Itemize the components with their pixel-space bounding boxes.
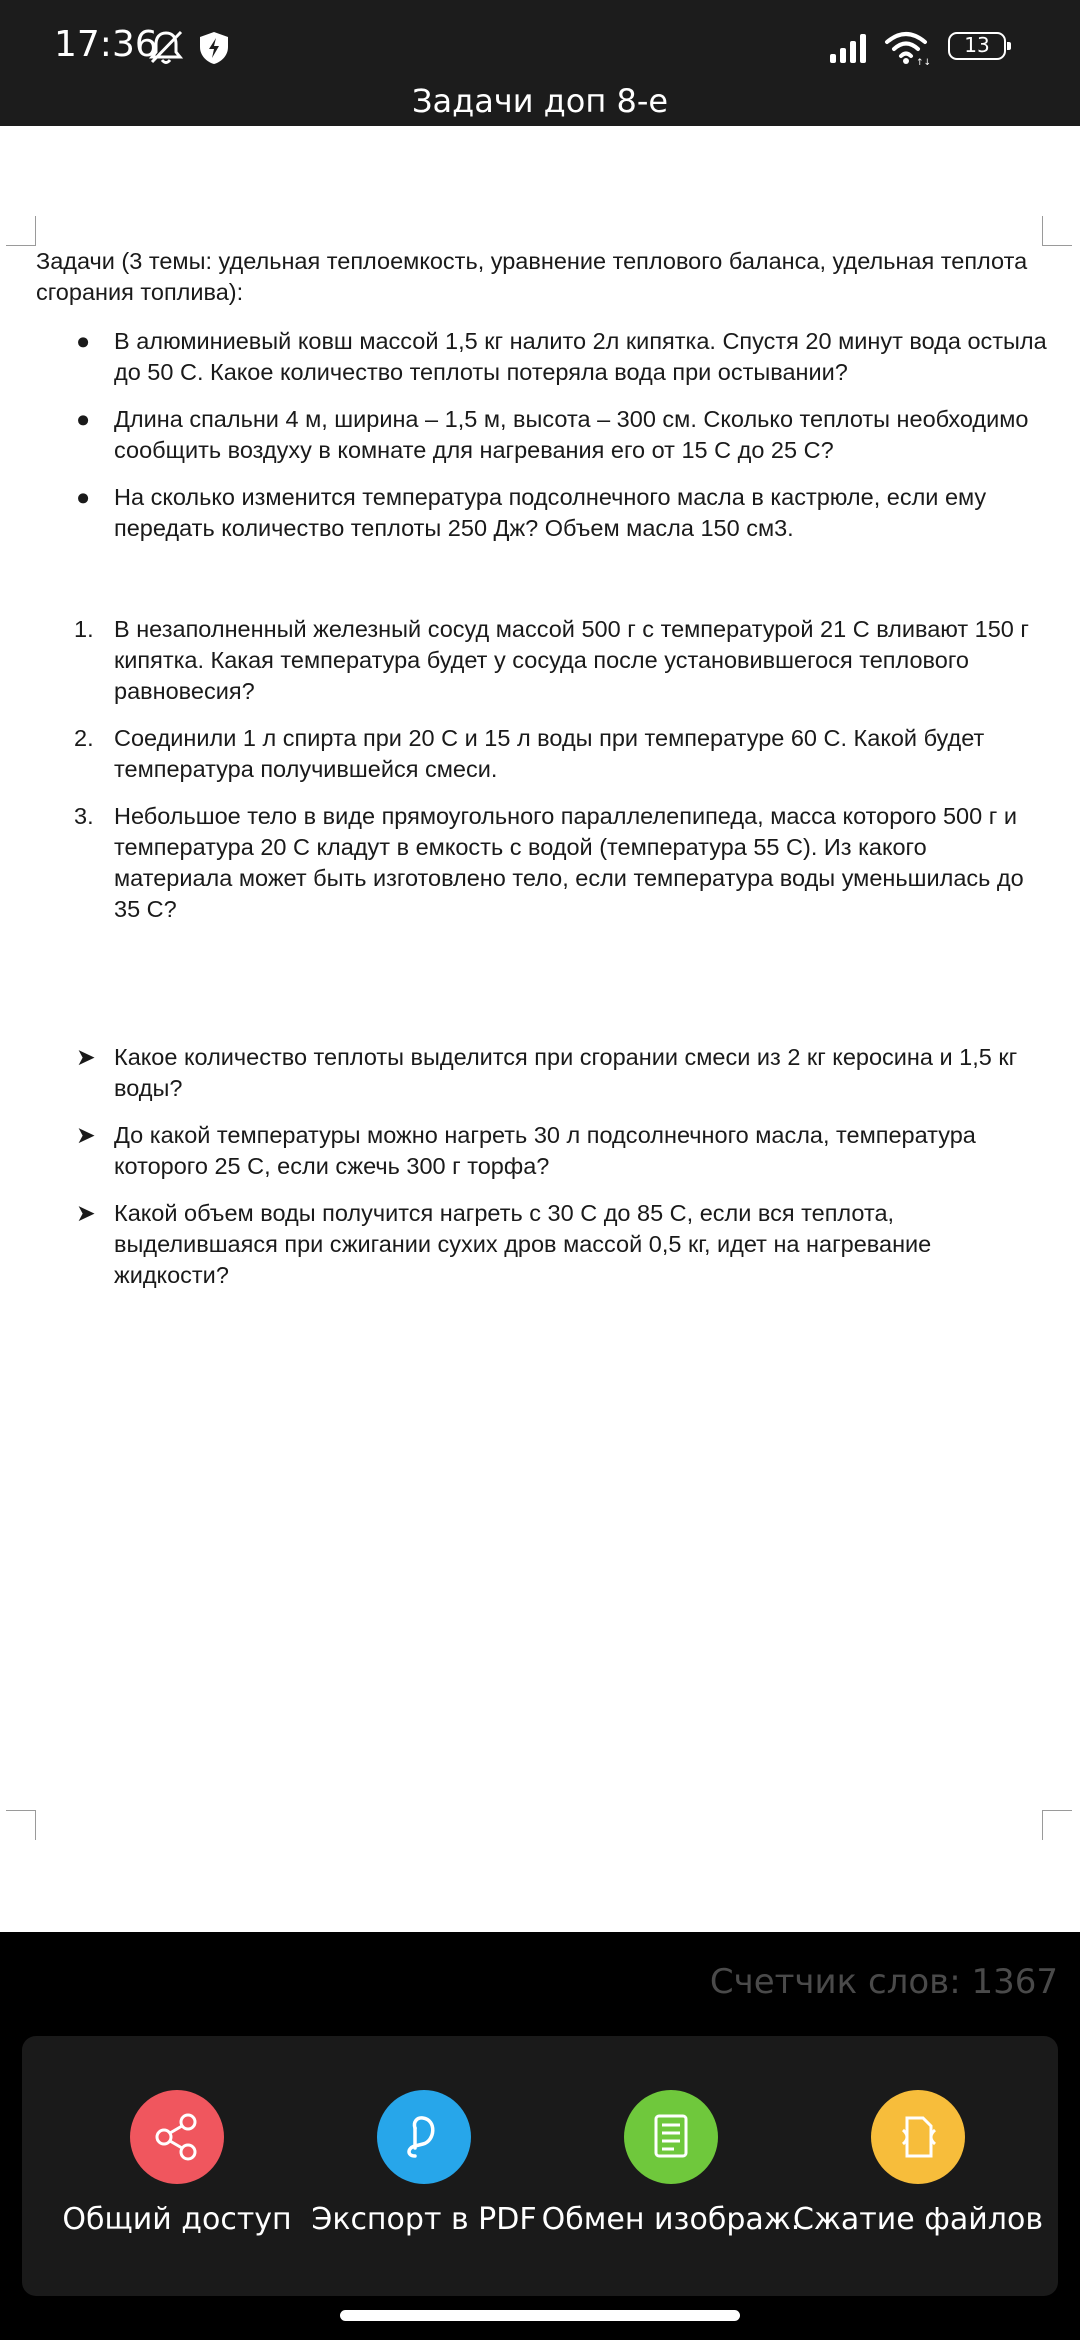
share-button[interactable] [52,2036,302,2296]
document-page[interactable] [0,126,1080,1932]
list-item-text: Соединили 1 л спирта при 20 С и 15 л воды при температуре 60 С. Какой будет температура получившейся смеси. [114,725,985,782]
share-icon-circle[interactable] [130,2090,224,2184]
numbered-list [0,614,1080,941]
pdf-export-icon [377,2090,471,2184]
list-item-text: Какое количество теплоты выделится при сгорании смеси из 2 кг керосина и 1,5 кг воды? [114,1044,1018,1101]
arrow-bullet-icon: ➤ [76,1122,96,1148]
list-item-text: В алюминиевый ковш массой 1,5 кг налито 2л кипятка. Спустя 20 минут вода остыла до 50 С. Какое количество теплоты потеряла вода при остывании? [114,328,1047,385]
list-item [0,404,1080,466]
page-corner-mark [6,1810,36,1840]
bullet-marker: ● [76,484,91,510]
image-exchange-icon-circle[interactable] [624,2090,718,2184]
bullet-list [0,326,1080,560]
battery-icon: 13 [948,32,1006,60]
share-icon [130,2090,224,2184]
wifi-icon [884,30,932,68]
list-item [0,614,1080,707]
svg-text:↑↓: ↑↓ [916,58,932,68]
image-exchange-label: Обмен изображ. [541,2202,801,2237]
status-bar [0,0,1080,86]
page-corner-mark [6,216,36,246]
action-sheet [22,2036,1058,2296]
number-marker: 1. [74,616,94,642]
list-item [0,801,1080,925]
page-corner-mark [1042,216,1072,246]
list-item-text: До какой температуры можно нагреть 30 л подсолнечного масла, температура которого 25 С, если сжечь 300 г торфа? [114,1122,976,1179]
number-marker: 3. [74,803,94,829]
list-item-text: Небольшое тело в виде прямоугольного параллелепипеда, масса которого 500 г и температура 20 С кладут в емкость с водой (температура 55 С). Из какого материала может быть изготовлено тело, если температура воды уменьшилась до 35 С? [114,803,1024,922]
export-pdf-button[interactable] [299,2036,549,2296]
page-corner-mark [1042,1810,1072,1840]
list-item [0,723,1080,785]
list-item [0,482,1080,544]
shield-bolt-icon [198,30,230,66]
list-item-text: На сколько изменится температура подсолнечного масла в кастрюле, если ему передать количество теплоты 250 Дж? Объем масла 150 см3. [114,484,987,541]
word-count: Счетчик слов: 1367 [709,1962,1058,2002]
image-exchange-button[interactable] [541,2036,801,2296]
export-pdf-label: Экспорт в PDF [311,2202,537,2237]
list-item [0,1198,1080,1291]
pdf-export-icon-circle[interactable] [377,2090,471,2184]
image-exchange-icon [624,2090,718,2184]
title-bar [0,82,1080,126]
compress-files-label: Сжатие файлов [792,2202,1044,2237]
list-item [0,1120,1080,1182]
compress-files-button[interactable] [793,2036,1043,2296]
bell-off-icon [148,28,184,66]
intro-paragraph: Задачи (3 темы: удельная теплоемкость, уравнение теплового баланса, удельная теплота сгорания топлива): [36,248,1028,305]
bullet-marker: ● [76,406,91,432]
list-item [0,326,1080,388]
share-label: Общий доступ [62,2202,292,2237]
list-item-text: Какой объем воды получится нагреть с 30 С до 85 С, если вся теплота, выделившаяся при сжигании сухих дров массой 0,5 кг, идет на нагревание жидкости? [114,1200,932,1288]
arrow-list [0,1042,1080,1307]
home-indicator[interactable] [340,2310,740,2321]
compress-file-icon-circle[interactable] [871,2090,965,2184]
document-title: Задачи доп 8-е [411,82,669,120]
signal-icon [828,32,870,64]
bullet-marker: ● [76,328,91,354]
list-item-text: В незаполненный железный сосуд массой 500 г с температурой 21 С вливают 150 г кипятка. Какая температура будет у сосуда после установившегося теплового равновесия? [114,616,1029,704]
arrow-bullet-icon: ➤ [76,1200,96,1226]
compress-file-icon [871,2090,965,2184]
list-item-text: Длина спальни 4 м, ширина – 1,5 м, высота – 300 см. Сколько теплоты необходимо сообщить воздуху в комнате для нагревания его от 15 С до 25 С? [114,406,1029,463]
number-marker: 2. [74,725,94,751]
list-item [0,1042,1080,1104]
arrow-bullet-icon: ➤ [76,1044,96,1070]
status-time: 17:36 [54,24,158,65]
